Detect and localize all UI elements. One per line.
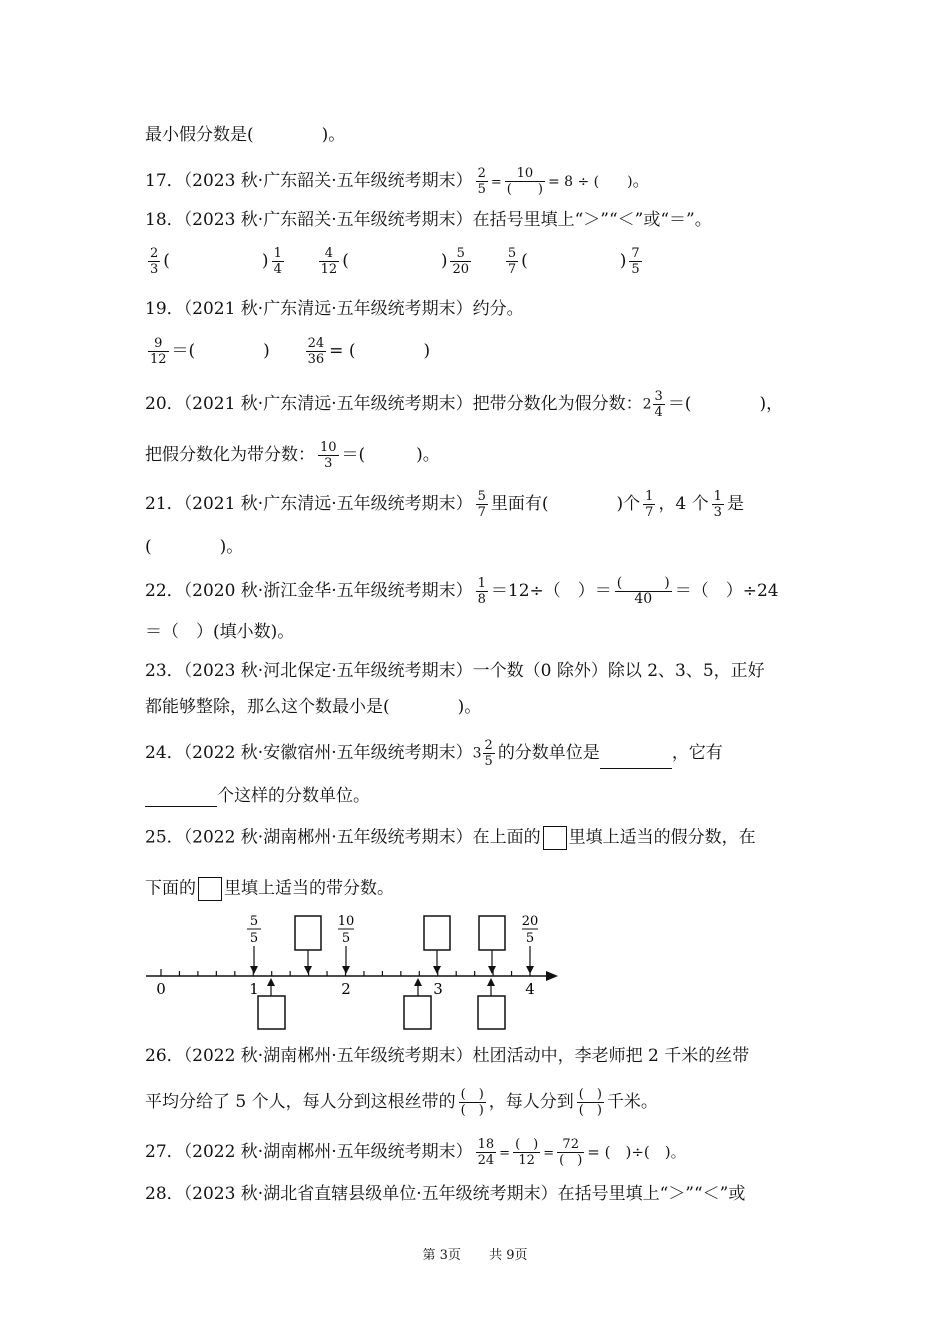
q27: 27．（2022 秋·湖南郴州·五年级统考期末） $\frac{18}{24}$ = $\frac{( )}{12}$ = $\frac{72}{( )}$ = ( )÷( )。 (145, 1137, 686, 1168)
answer-box-top[interactable] (479, 916, 505, 950)
fraction: $\frac{5}{20}$ (452, 246, 470, 277)
fraction-blank[interactable]: $\frac{72}{( )}$ (559, 1137, 583, 1168)
q21-line1: 21．（2021 秋·广东清远·五年级统考期末） $\frac{5}{7}$ 里面有( )个 $\frac{1}{7}$ ，4 个 $\frac{1}{3}$ 是 (145, 489, 744, 520)
answer-blank[interactable]: ＝( )。 (341, 445, 440, 465)
answer-blank[interactable]: 里面有( )个 (490, 494, 641, 514)
answer-blank[interactable]: ( ) (163, 251, 269, 271)
up-arrow-icon (267, 978, 495, 996)
q26-line1: 26．（2022 秋·湖南郴州·五年级统考期末）杜团活动中，李老师把 2 千米的丝带 (145, 1046, 750, 1066)
fraction: $\frac{1}{8}$ (477, 576, 486, 607)
answer-blank[interactable]: = 8 ÷ ( ) (547, 174, 633, 190)
number-line-figure (140, 910, 570, 1035)
svg-text:5: 5 (341, 931, 351, 946)
fraction-blank[interactable]: $\frac{10}{( )}$ (506, 166, 543, 197)
fraction: $\frac{5}{7}$ (477, 489, 486, 520)
page-total: 共 9页 (489, 1248, 528, 1263)
page-number: 第 3页 (422, 1248, 461, 1263)
q18-question: 18．（2023 秋·广东韶关·五年级统考期末）在括号里填上“＞”“＜”或“＝”。 (145, 210, 712, 230)
answer-blank[interactable]: ＝( ) (171, 341, 270, 361)
fraction: $\frac{1}{3}$ (713, 489, 722, 520)
q25-line1: 25．（2022 秋·湖南郴州·五年级统考期末）在上面的 里填上适当的假分数，在 (145, 826, 756, 850)
q19-answers (145, 336, 430, 367)
q16-tail: 最小假分数是( )。 (145, 125, 346, 145)
down-arrow-icon (250, 946, 534, 974)
svg-text:10: 10 (337, 914, 355, 929)
top-label-5-5 (247, 914, 261, 946)
q17: 17．（2023 秋·广东韶关·五年级统考期末） $\frac{2}{5}$ = $\frac{10}{( )}$ = 8 ÷ ( )。 (145, 166, 650, 197)
answer-blank[interactable]: ＝（ ）÷24 (674, 581, 779, 601)
q26-line2: 平均分给了 5 个人，每人分到这根丝带的 $\frac{( )}{( )}$ ，每人分到 $\frac{( )}{( )}$ 千米。 (145, 1087, 658, 1118)
answer-box-bottom[interactable] (258, 996, 285, 1029)
fraction: $\frac{1}{4}$ (273, 246, 282, 277)
fraction: $\frac{2}{5}$ (477, 166, 486, 197)
fraction-blank[interactable]: $\frac{( )}{40}$ (616, 575, 670, 607)
top-label-20-5 (522, 914, 539, 946)
mixed-number: 3 $\frac{2}{5}$ (472, 738, 493, 769)
equals: = (490, 175, 502, 190)
fraction: $\frac{18}{24}$ (477, 1137, 495, 1168)
fraction: $\frac{1}{7}$ (645, 489, 654, 520)
q23-line1: 23．（2023 秋·河北保定·五年级统考期末）一个数（0 除外）除以 2、3、5，正好 (145, 661, 765, 681)
box-icon (543, 826, 567, 850)
q23-line2: 都能够整除，那么这个数最小是( )。 (145, 697, 482, 717)
top-label-10-5 (338, 914, 355, 946)
tick-label: 4 (525, 980, 535, 998)
q24-line1: 24．（2022 秋·安徽宿州·五年级统考期末）3 $\frac{2}{5}$ 的分数单位是 ，它有 (145, 738, 723, 769)
tick-label: 3 (433, 980, 443, 998)
answer-blank[interactable]: = ( )÷( )。 (587, 1143, 686, 1161)
q22-line2[interactable]: ＝（ ）(填小数)。 (145, 622, 295, 642)
answer-blank[interactable]: = ( ) (329, 341, 431, 361)
q20-line1: 20．（2021 秋·广东清远·五年级统考期末）把带分数化为假分数：2 $\frac{3}{4}$ ＝( )， (145, 389, 784, 420)
fraction: $\frac{9}{12}$ (150, 336, 167, 367)
svg-text:5: 5 (249, 931, 259, 946)
fraction-blank[interactable]: $\frac{( )}{( )}$ (578, 1087, 602, 1118)
q28-line1: 28．（2023 秋·湖北省直辖县级单位·五年级统考期末）在括号里填上“＞”“＜”或 (145, 1184, 746, 1204)
svg-text:5: 5 (525, 931, 535, 946)
answer-box-top[interactable] (424, 916, 450, 950)
fraction: $\frac{7}{5}$ (631, 246, 640, 277)
answer-box-bottom[interactable] (404, 996, 431, 1029)
q18-comparisons (145, 246, 645, 277)
answer-underline[interactable] (600, 750, 672, 769)
q22-line1: 22．（2020 秋·浙江金华·五年级统考期末） $\frac{1}{8}$ ＝12÷（ ）＝ $\frac{( )}{40}$ ＝（ ）÷24 (145, 575, 779, 607)
fraction-blank[interactable]: $\frac{( )}{12}$ (515, 1137, 539, 1168)
answer-box-bottom[interactable] (478, 996, 505, 1029)
q21-answer-blank[interactable]: ( )。 (145, 537, 244, 557)
fraction: $\frac{4}{12}$ (320, 246, 338, 277)
fraction: $\frac{5}{7}$ (507, 246, 517, 277)
fraction: $\frac{2}{3}$ (150, 246, 159, 277)
fraction: $\frac{10}{3}$ (320, 440, 337, 471)
box-icon (198, 877, 222, 901)
q19-question: 19．（2021 秋·广东清远·五年级统考期末）约分。 (145, 299, 524, 319)
svg-text:20: 20 (521, 914, 539, 929)
svg-text:5: 5 (249, 914, 259, 929)
answer-blank[interactable]: ＝12÷（ ）＝ (490, 581, 612, 601)
q25-line2: 下面的 里填上适当的带分数。 (145, 877, 394, 901)
answer-blank[interactable]: ( ) (521, 251, 627, 271)
q24-line2: 个这样的分数单位。 (145, 785, 370, 807)
q20-line2: 把假分数化为带分数： $\frac{10}{3}$ ＝( )。 (145, 440, 440, 471)
tick-label: 1 (249, 980, 259, 998)
answer-blank[interactable]: ＝( )， (667, 394, 784, 414)
page-footer (0, 1244, 950, 1263)
tick-label: 2 (341, 980, 351, 998)
fraction: $\frac{24}{36}$ (307, 336, 325, 367)
answer-box-top[interactable] (295, 916, 321, 950)
mixed-number: 2 $\frac{3}{4}$ (642, 389, 663, 420)
q17-prefix: 17．（2023 秋·广东韶关·五年级统考期末） (145, 171, 473, 191)
answer-blank[interactable]: ( ) (342, 251, 448, 271)
tick-label: 0 (156, 980, 166, 998)
fraction-blank[interactable]: $\frac{( )}{( )}$ (460, 1087, 484, 1118)
answer-underline[interactable] (145, 788, 217, 807)
